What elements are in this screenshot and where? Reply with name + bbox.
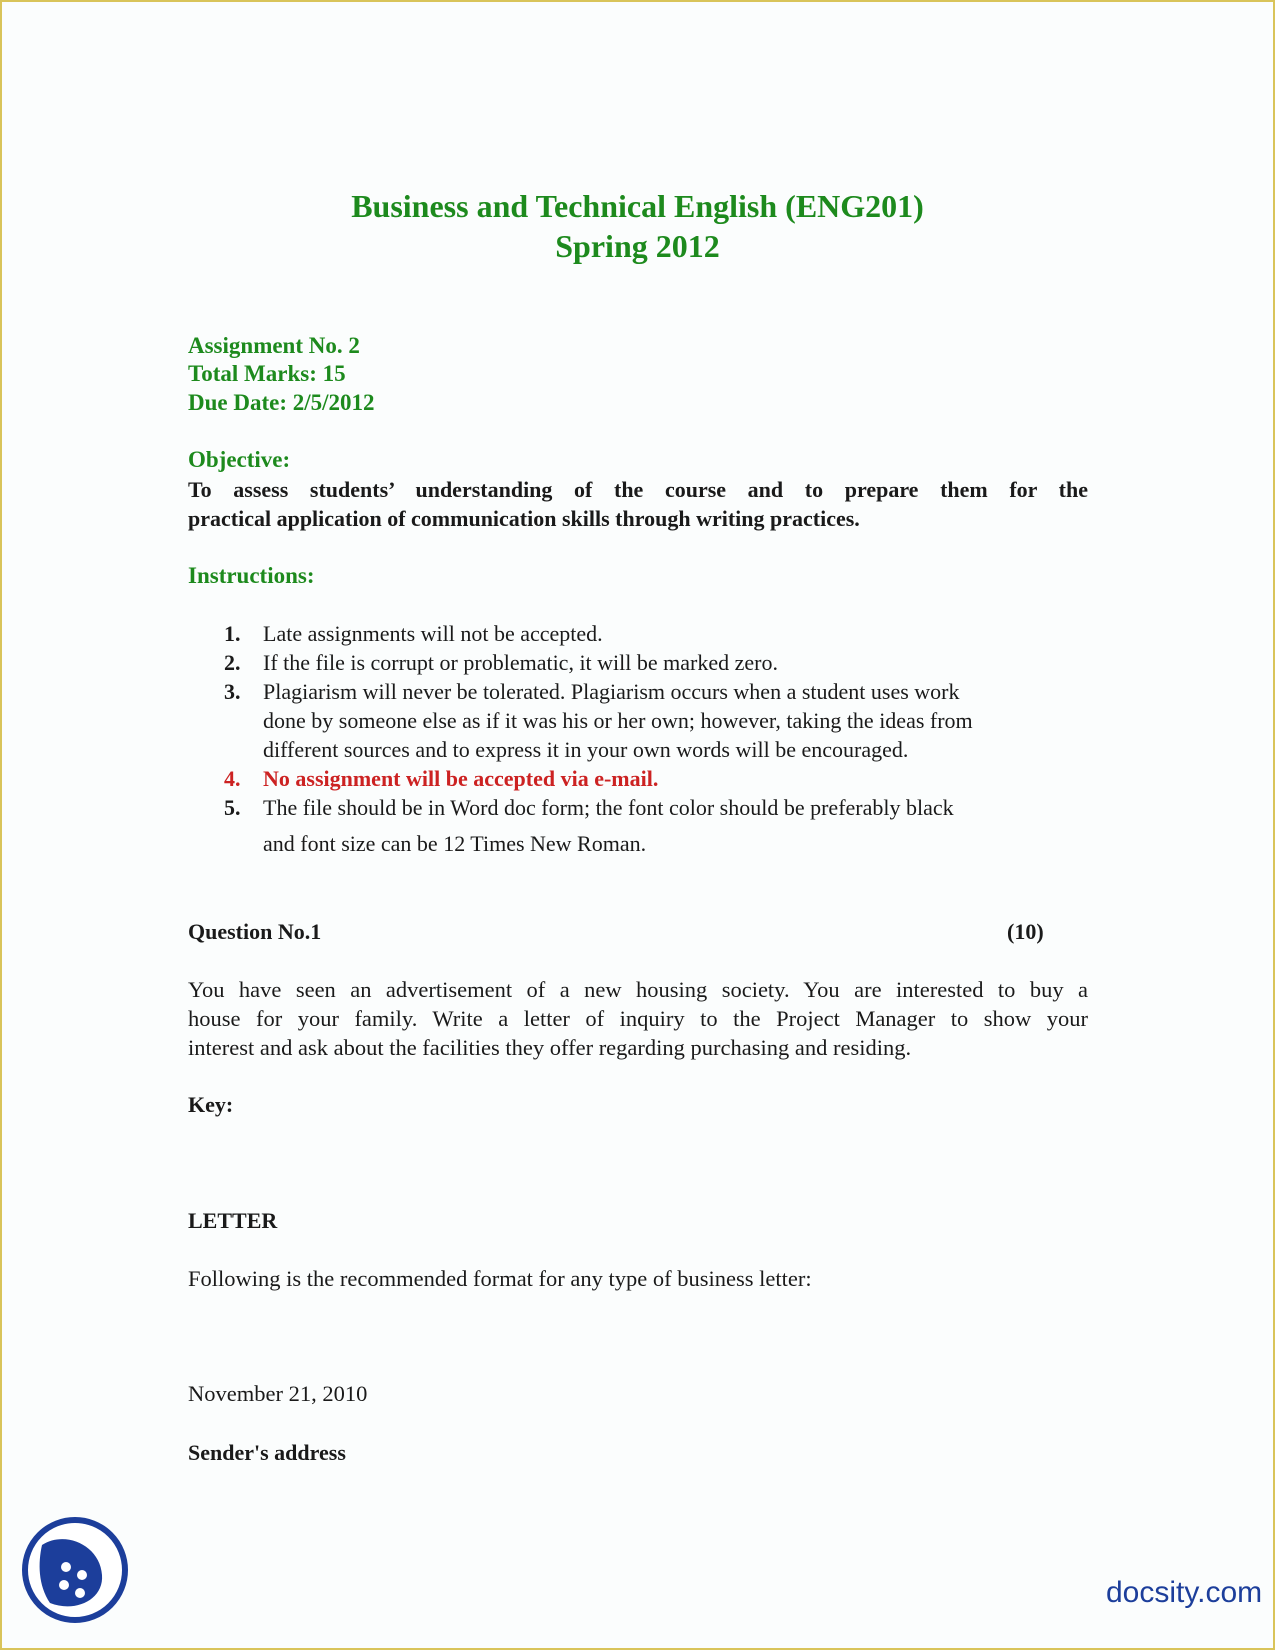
assignment-number: Assignment No. 2 xyxy=(188,333,360,358)
instruction-number: 2. xyxy=(224,650,241,675)
letter-intro: Following is the recommended format for any type of business letter: xyxy=(188,1266,812,1291)
instructions-heading: Instructions: xyxy=(188,563,315,588)
key-label: Key: xyxy=(188,1092,234,1117)
question-marks: (10) xyxy=(1007,919,1044,944)
instruction-number: 4. xyxy=(224,766,241,791)
question-title: Question No.1 xyxy=(188,919,322,944)
document-title: Business and Technical English (ENG201) xyxy=(351,188,924,224)
instruction-text: The file should be in Word doc form; the font color should be preferably black xyxy=(263,795,954,820)
instruction-text: and font size can be 12 Times New Roman. xyxy=(263,831,647,856)
letter-heading: LETTER xyxy=(188,1208,278,1233)
instruction-text: If the file is corrupt or problematic, it will be marked zero. xyxy=(263,650,778,675)
total-marks: Total Marks: 15 xyxy=(188,361,346,386)
instruction-text: Plagiarism will never be tolerated. Plagiarism occurs when a student uses work xyxy=(263,679,960,704)
question-line-1: You have seen an advertisement of a new housing society. You are interested to buy a xyxy=(188,977,1088,1002)
objective-line-2: practical application of communication skills through writing practices. xyxy=(188,506,860,531)
due-date: Due Date: 2/5/2012 xyxy=(188,390,375,415)
question-line-2: house for your family. Write a letter of inquiry to the Project Manager to show your xyxy=(188,1006,1088,1031)
instruction-text-highlighted: No assignment will be accepted via e-mail. xyxy=(263,766,659,791)
document-term: Spring 2012 xyxy=(555,228,720,264)
question-line-3: interest and ask about the facilities they offer regarding purchasing and residing. xyxy=(188,1035,912,1060)
objective-line-1: To assess students’ understanding of the course and to prepare them for the xyxy=(188,477,1088,502)
letter-date: November 21, 2010 xyxy=(188,1381,368,1406)
objective-heading: Objective: xyxy=(188,447,291,472)
instruction-number: 5. xyxy=(224,795,241,820)
instruction-text: different sources and to express it in your own words will be encouraged. xyxy=(263,737,909,762)
docsity-logo-icon xyxy=(20,1515,130,1625)
instruction-number: 1. xyxy=(224,621,241,646)
instruction-text: done by someone else as if it was his or her own; however, taking the ideas from xyxy=(263,708,973,733)
instruction-number: 3. xyxy=(224,679,241,704)
instruction-text: Late assignments will not be accepted. xyxy=(263,621,603,646)
docsity-brand-link[interactable]: docsity.com xyxy=(1106,1576,1263,1609)
sender-address: Sender's address xyxy=(188,1440,346,1465)
